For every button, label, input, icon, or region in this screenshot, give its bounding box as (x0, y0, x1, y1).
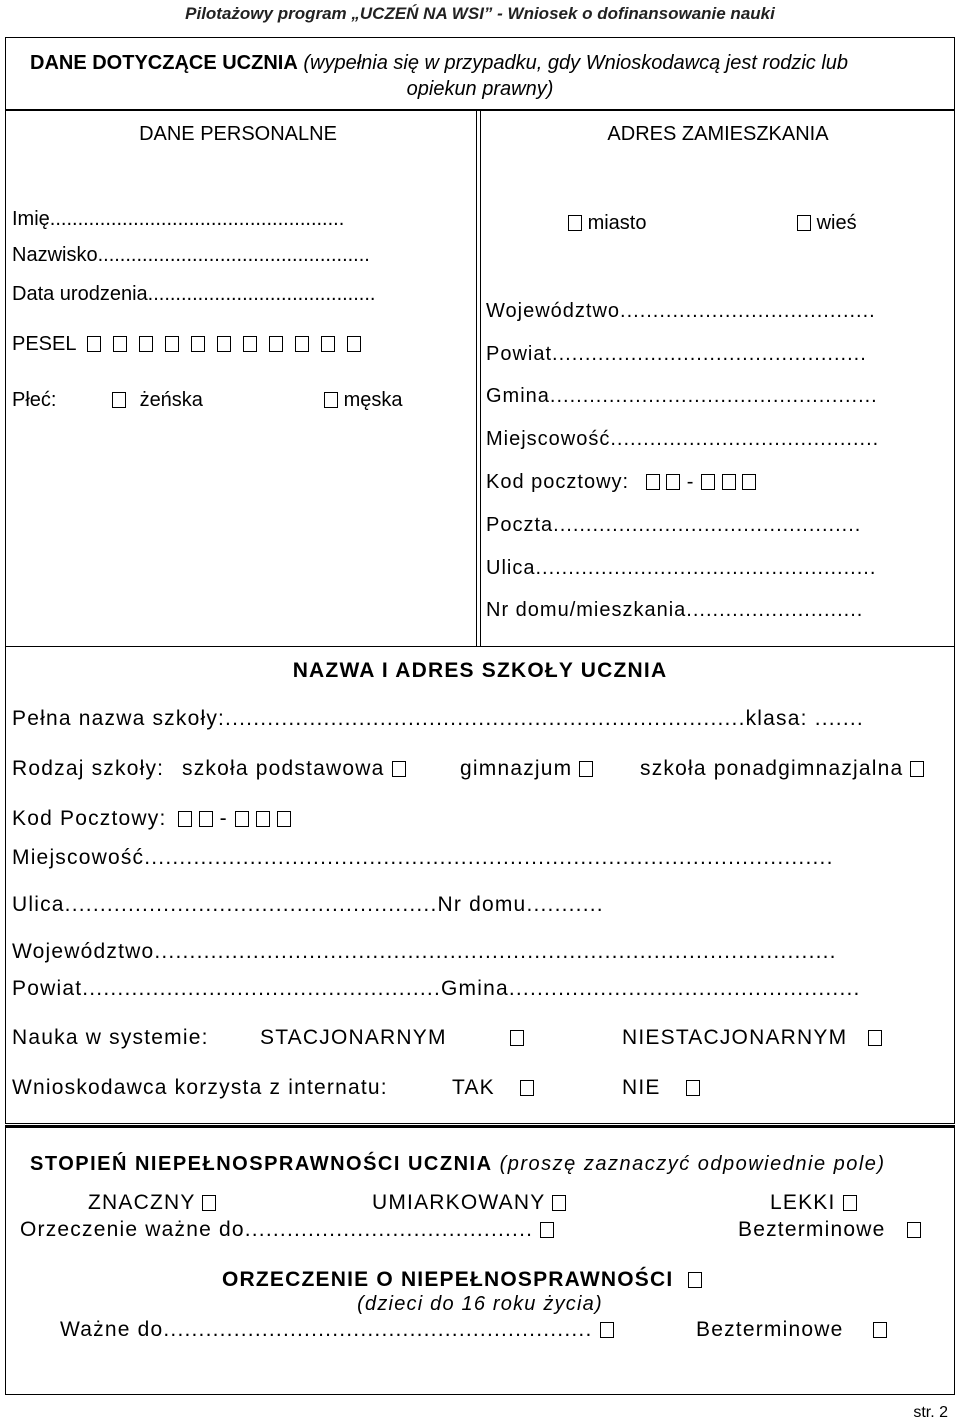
school-postal-row (12, 807, 291, 831)
pesel-digit-box[interactable] (113, 336, 127, 352)
village-option[interactable]: wieś (797, 212, 857, 235)
commune-field[interactable]: Gmina.................................................. (486, 385, 878, 407)
significant-checkbox[interactable] (202, 1195, 216, 1211)
system-label: Nauka w systemie: (12, 1026, 209, 1049)
page-header-title: Pilotażowy program „UCZEŃ NA WSI” - Wniosek o dofinansowanie nauki (185, 4, 775, 23)
mild-checkbox[interactable] (843, 1195, 857, 1211)
village-checkbox[interactable] (797, 215, 811, 231)
birth-date-field[interactable]: Data urodzenia......................................... (12, 283, 376, 305)
school-type-middle[interactable]: gimnazjum (460, 757, 593, 781)
address-heading: ADRES ZAMIESZKANIA (607, 123, 829, 145)
boarding-no-checkbox[interactable] (686, 1080, 700, 1096)
certificate-indefinite-option[interactable]: Bezterminowe (696, 1318, 887, 1342)
school-county-field[interactable]: Powiat...................................................Gmina.................................................. (12, 977, 861, 1000)
postal-digit-box[interactable] (722, 474, 736, 490)
school-postal-digit-box[interactable] (256, 811, 270, 827)
certificate-note: (dzieci do 16 roku życia) (357, 1293, 603, 1315)
school-house-number-field[interactable]: Nr domu........... (437, 893, 604, 916)
part-time-checkbox[interactable] (868, 1030, 882, 1046)
male-option[interactable]: męska (324, 389, 402, 412)
female-checkbox[interactable] (112, 392, 126, 408)
secondary-school-checkbox[interactable] (910, 761, 924, 777)
school-postal-dash: - (219, 807, 228, 830)
certificate-indefinite-checkbox[interactable] (873, 1322, 887, 1338)
pesel-boxes[interactable] (87, 333, 373, 355)
city-checkbox[interactable] (568, 215, 582, 231)
school-postal-digit-box[interactable] (178, 811, 192, 827)
school-commune-field[interactable]: Gmina.................................................. (441, 977, 861, 1000)
column-divider (476, 110, 481, 647)
full-time-checkbox[interactable] (510, 1030, 524, 1046)
pesel-digit-box[interactable] (269, 336, 283, 352)
pesel-digit-box[interactable] (243, 336, 257, 352)
pesel-digit-box[interactable] (139, 336, 153, 352)
school-postal-label: Kod Pocztowy: (12, 807, 167, 830)
male-checkbox[interactable] (324, 392, 338, 408)
last-name-field[interactable]: Nazwisko................................................. (12, 244, 370, 266)
school-postal-digit-box[interactable] (277, 811, 291, 827)
system-part-time[interactable]: NIESTACJONARNYM (622, 1026, 882, 1050)
indefinite-checkbox[interactable] (907, 1222, 921, 1238)
postal-digit-box[interactable] (666, 474, 680, 490)
boarding-yes[interactable]: TAK (452, 1076, 534, 1100)
student-heading: DANE DOTYCZĄCE UCZNIA (wypełnia się w przypadku, gdy Wnioskodawcą jest rodzic lub (30, 52, 849, 74)
student-heading-note-line2: opiekun prawny) (406, 78, 554, 100)
certificate-valid-checkbox[interactable] (600, 1322, 614, 1338)
pesel-digit-box[interactable] (295, 336, 309, 352)
pesel-digit-box[interactable] (165, 336, 179, 352)
postal-code-label: Kod pocztowy: (486, 471, 630, 493)
school-locality-field[interactable]: Miejscowość.................................................................................................. (12, 846, 834, 869)
school-name-field[interactable]: Pełna nazwa szkoły:..........................................................................klasa: ....... (12, 707, 864, 730)
certificate-checkbox[interactable] (688, 1272, 702, 1288)
degree-moderate[interactable]: UMIARKOWANY (372, 1191, 566, 1215)
valid-until-field[interactable]: Orzeczenie ważne do......................................... (20, 1218, 554, 1242)
certificate-heading: ORZECZENIE O NIEPEŁNOSPRAWNOŚCI (222, 1268, 702, 1292)
boarding-yes-checkbox[interactable] (520, 1080, 534, 1096)
moderate-checkbox[interactable] (552, 1195, 566, 1211)
postal-digit-box[interactable] (701, 474, 715, 490)
voivodeship-field[interactable]: Województwo....................................... (486, 300, 876, 322)
boarding-label: Wnioskodawca korzysta z internatu: (12, 1076, 388, 1099)
county-field[interactable]: Powiat................................................ (486, 343, 867, 365)
city-option[interactable]: miasto (568, 212, 646, 235)
pesel-label: PESEL (12, 333, 76, 355)
school-type-secondary[interactable]: szkoła ponadgimnazjalna (640, 757, 924, 781)
female-option[interactable]: żeńska (112, 389, 203, 412)
first-name-field[interactable]: Imię..................................................... (12, 208, 345, 230)
postal-code-row (486, 471, 756, 494)
middle-school-checkbox[interactable] (579, 761, 593, 777)
postal-digit-box[interactable] (646, 474, 660, 490)
pesel-digit-box[interactable] (191, 336, 205, 352)
house-number-field[interactable]: Nr domu/mieszkania........................... (486, 599, 864, 621)
school-postal-digit-box[interactable] (235, 811, 249, 827)
personal-data-heading: DANE PERSONALNE (139, 123, 337, 145)
boarding-no[interactable]: NIE (622, 1076, 700, 1100)
pesel-digit-box[interactable] (321, 336, 335, 352)
locality-field[interactable]: Miejscowość......................................... (486, 428, 880, 450)
pesel-row (12, 333, 373, 356)
post-office-field[interactable]: Poczta............................................... (486, 514, 862, 536)
degree-significant[interactable]: ZNACZNY (88, 1191, 216, 1215)
street-field[interactable]: Ulica.................................................... (486, 557, 877, 579)
school-postal-digit-box[interactable] (199, 811, 213, 827)
school-type-label: Rodzaj szkoły: (12, 757, 165, 780)
pesel-digit-box[interactable] (87, 336, 101, 352)
indefinite-option[interactable]: Bezterminowe (738, 1218, 921, 1242)
primary-school-checkbox[interactable] (392, 761, 406, 777)
disability-heading: STOPIEŃ NIEPEŁNOSPRAWNOŚCI UCZNIA (proszę zaznaczyć odpowiednie pole) (30, 1153, 886, 1175)
postal-digit-box[interactable] (742, 474, 756, 490)
postal-dash: - (686, 471, 695, 493)
school-heading: NAZWA I ADRES SZKOŁY UCZNIA (292, 659, 668, 682)
school-street-field[interactable]: Ulica.....................................................Nr domu........... (12, 893, 604, 916)
valid-until-checkbox[interactable] (540, 1222, 554, 1238)
certificate-valid-field[interactable]: Ważne do............................................................. (60, 1318, 614, 1342)
system-full-time[interactable]: STACJONARNYM (260, 1026, 524, 1050)
page-number: str. 2 (913, 1404, 948, 1421)
sex-label: Płeć: (12, 389, 57, 411)
pesel-digit-box[interactable] (217, 336, 231, 352)
school-type-primary[interactable]: szkoła podstawowa (182, 757, 406, 781)
school-voivodeship-field[interactable]: Województwo................................................................................................. (12, 940, 837, 963)
degree-mild[interactable]: LEKKI (770, 1191, 857, 1215)
pesel-digit-box[interactable] (347, 336, 361, 352)
